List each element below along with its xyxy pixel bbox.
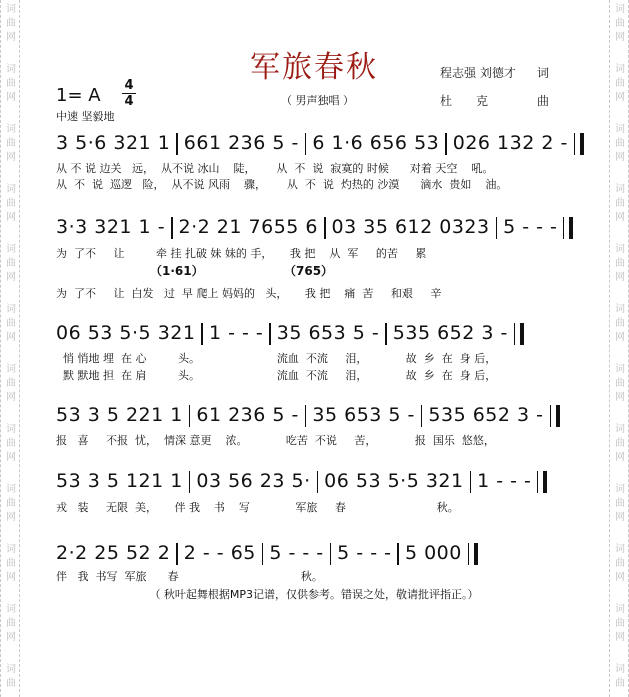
watermark-glyph: 网 <box>615 452 625 463</box>
barline <box>330 543 332 565</box>
lyric-line-4: 报 喜 不报 忧， 情深 意更 浓。 吃苦 不说 苦， 报 国乐 悠悠， <box>56 434 495 447</box>
song-title: 军旅春秋 <box>250 50 378 85</box>
watermark-glyph: 词 <box>615 364 625 375</box>
watermark-glyph: 词 <box>6 124 16 135</box>
watermark-glyph: 词 <box>6 304 16 315</box>
watermark-glyph: 曲 <box>615 558 625 569</box>
watermark-glyph: 词 <box>615 124 625 135</box>
measure: 661 236 5 - <box>183 132 299 154</box>
measure: 06 53 5·5 321 <box>56 322 196 344</box>
barline <box>269 323 271 345</box>
notation-line-6 <box>56 540 606 566</box>
measure: 1 - - - <box>208 322 264 344</box>
watermark-glyph: 曲 <box>6 258 16 269</box>
measure: 026 132 2 - <box>452 132 568 154</box>
notation-line-4 <box>56 402 606 428</box>
watermark-glyph: 曲 <box>615 78 625 89</box>
final-barline <box>574 133 584 155</box>
alt-melody-1: （1·61） <box>150 264 204 278</box>
watermark-glyph: 网 <box>615 152 625 163</box>
final-barline <box>563 217 573 239</box>
watermark-glyph: 词 <box>615 484 625 495</box>
measure: 5 - - - <box>269 542 324 564</box>
barline <box>470 471 472 493</box>
watermark-glyph: 词 <box>6 484 16 495</box>
watermark-glyph: 词 <box>6 604 16 615</box>
barline <box>397 543 399 565</box>
measure: 5 - - - <box>337 542 392 564</box>
barline <box>317 471 319 493</box>
measure: 35 653 5 - <box>276 322 380 344</box>
barline <box>324 217 326 239</box>
watermark-glyph: 网 <box>6 572 16 583</box>
measure: 61 236 5 - <box>196 404 299 426</box>
watermark-glyph: 网 <box>615 92 625 103</box>
watermark-glyph: 曲 <box>615 498 625 509</box>
measure: 06 53 5·5 321 <box>324 470 464 492</box>
watermark-glyph: 曲 <box>615 678 625 689</box>
transcription-note: （ 秋叶起舞根据MP3记谱，仅供参考。错误之处，敬请批评指正。） <box>149 588 479 601</box>
watermark-glyph: 词 <box>615 64 625 75</box>
watermark-glyph: 曲 <box>6 78 16 89</box>
watermark-strip-left <box>0 0 20 697</box>
lyric-line-1b: 从 不 说 巡逻 险， 从不说 风雨 骤， 从 不 说 灼热的 沙漠 滴水 贵如 油。 <box>56 178 508 191</box>
measure: 03 56 23 5· <box>196 470 311 492</box>
measure: 535 652 3 - <box>428 404 544 426</box>
time-signature-top: 4 <box>124 78 134 93</box>
watermark-glyph: 词 <box>615 184 625 195</box>
watermark-glyph: 曲 <box>615 438 625 449</box>
watermark-glyph: 网 <box>6 632 16 643</box>
alt-melody-2: （765） <box>284 264 334 278</box>
watermark-glyph: 网 <box>615 512 625 523</box>
watermark-glyph: 词 <box>615 604 625 615</box>
measure: 535 652 3 - <box>392 322 508 344</box>
barline <box>201 323 203 345</box>
time-signature-bottom: 4 <box>124 94 134 109</box>
watermark-glyph: 网 <box>6 272 16 283</box>
notation-line-2 <box>56 214 606 240</box>
watermark-glyph: 曲 <box>6 198 16 209</box>
final-barline <box>514 323 524 345</box>
measure: 5 - - - <box>503 216 558 238</box>
measure: 3 5·6 321 1 <box>56 132 171 154</box>
watermark-glyph: 曲 <box>615 198 625 209</box>
lyricists: 程志强 刘德才 <box>440 66 516 80</box>
measure: 3·3 321 1 - <box>56 216 166 238</box>
watermark-glyph: 网 <box>615 392 625 403</box>
lyric-line-2b: 为 了不 让 白发 过 早 爬上 妈妈的 头， 我 把 痛 苦 和艰 辛 <box>56 287 442 300</box>
watermark-strip-right <box>609 0 629 697</box>
lyric-line-3a: 悄 悄地 埋 在 心 头。 流血 不流 泪， 故 乡 在 身 后， <box>56 352 497 365</box>
barline <box>421 405 423 427</box>
barline <box>262 543 264 565</box>
watermark-glyph: 曲 <box>615 618 625 629</box>
barline <box>496 217 498 239</box>
barline <box>189 405 191 427</box>
watermark-glyph: 词 <box>6 364 16 375</box>
key-signature: 1= A <box>56 85 101 106</box>
voice-type: （ 男声独唱 ） <box>281 94 354 107</box>
lyric-line-2a: 为 了不 让 牵 挂 扎破 妹 妹的 手， 我 把 从 军 的苦 累 <box>56 247 427 260</box>
watermark-glyph: 曲 <box>615 18 625 29</box>
watermark-glyph: 曲 <box>6 498 16 509</box>
watermark-glyph: 词 <box>615 244 625 255</box>
watermark-glyph: 曲 <box>6 678 16 689</box>
lyric-line-3b: 默 默地 担 在 肩 头。 流血 不流 泪， 故 乡 在 身 后， <box>56 369 497 382</box>
barline <box>305 133 307 155</box>
watermark-glyph: 曲 <box>6 438 16 449</box>
watermark-glyph: 网 <box>615 632 625 643</box>
watermark-glyph: 网 <box>6 332 16 343</box>
measure: 2 - - 65 <box>183 542 256 564</box>
measure: 2·2 25 52 2 <box>56 542 171 564</box>
watermark-glyph: 词 <box>6 424 16 435</box>
lyric-line-1a: 从 不 说 边关 远， 从不说 冰山 陡， 从 不 说 寂寞的 时候 对着 天空 吼。 <box>56 162 494 175</box>
watermark-glyph: 词 <box>615 664 625 675</box>
final-barline <box>550 405 560 427</box>
watermark-glyph: 曲 <box>6 558 16 569</box>
watermark-glyph: 网 <box>6 452 16 463</box>
barline <box>385 323 387 345</box>
watermark-glyph: 曲 <box>6 318 16 329</box>
watermark-glyph: 词 <box>6 4 16 15</box>
watermark-glyph: 词 <box>615 4 625 15</box>
watermark-glyph: 曲 <box>615 318 625 329</box>
watermark-glyph: 曲 <box>615 138 625 149</box>
composer-role: 曲 <box>537 94 550 108</box>
measure: 53 3 5 121 1 <box>56 470 183 492</box>
watermark-glyph: 词 <box>6 244 16 255</box>
barline <box>305 405 307 427</box>
watermark-glyph: 曲 <box>6 378 16 389</box>
final-barline <box>468 543 478 565</box>
barline <box>176 133 178 155</box>
barline <box>189 471 191 493</box>
watermark-glyph: 网 <box>615 212 625 223</box>
barline <box>176 543 178 565</box>
watermark-glyph: 曲 <box>6 618 16 629</box>
notation-line-1 <box>56 130 606 156</box>
watermark-glyph: 网 <box>615 572 625 583</box>
measure: 2·2 21 7655 6 <box>178 216 319 238</box>
time-signature <box>122 79 136 108</box>
notation-line-5 <box>56 468 606 494</box>
barline <box>445 133 447 155</box>
tempo-marking: 中速 坚毅地 <box>56 110 115 123</box>
watermark-glyph: 网 <box>6 92 16 103</box>
measure: 6 1·6 656 53 <box>312 132 440 154</box>
watermark-glyph: 词 <box>615 424 625 435</box>
watermark-glyph: 词 <box>6 664 16 675</box>
composer: 杜 克 <box>440 94 489 108</box>
watermark-glyph: 词 <box>6 184 16 195</box>
watermark-glyph: 网 <box>615 332 625 343</box>
watermark-glyph: 曲 <box>615 378 625 389</box>
measure: 03 35 612 0323 <box>331 216 490 238</box>
watermark-glyph: 词 <box>6 64 16 75</box>
lyric-role: 词 <box>537 66 550 80</box>
watermark-glyph: 网 <box>6 32 16 43</box>
measure: 53 3 5 221 1 <box>56 404 183 426</box>
watermark-glyph: 网 <box>615 272 625 283</box>
lyric-line-6: 伴 我 书写 军旅 春 秋。 <box>56 570 323 583</box>
watermark-glyph: 词 <box>6 544 16 555</box>
watermark-glyph: 网 <box>615 32 625 43</box>
watermark-glyph: 曲 <box>6 18 16 29</box>
watermark-glyph: 曲 <box>615 258 625 269</box>
lyric-line-5: 戎 装 无限 美， 伴 我 书 写 军旅 春 秋。 <box>56 501 459 514</box>
watermark-glyph: 网 <box>6 512 16 523</box>
sheet-music-page <box>26 0 602 697</box>
notation-line-3 <box>56 320 606 346</box>
watermark-glyph: 网 <box>6 152 16 163</box>
final-barline <box>537 471 547 493</box>
watermark-glyph: 网 <box>6 392 16 403</box>
measure: 5 000 <box>404 542 462 564</box>
watermark-glyph: 词 <box>615 304 625 315</box>
measure: 1 - - - <box>477 470 532 492</box>
measure: 35 653 5 - <box>312 404 415 426</box>
barline <box>171 217 173 239</box>
watermark-glyph: 曲 <box>6 138 16 149</box>
watermark-glyph: 词 <box>615 544 625 555</box>
watermark-glyph: 网 <box>6 212 16 223</box>
